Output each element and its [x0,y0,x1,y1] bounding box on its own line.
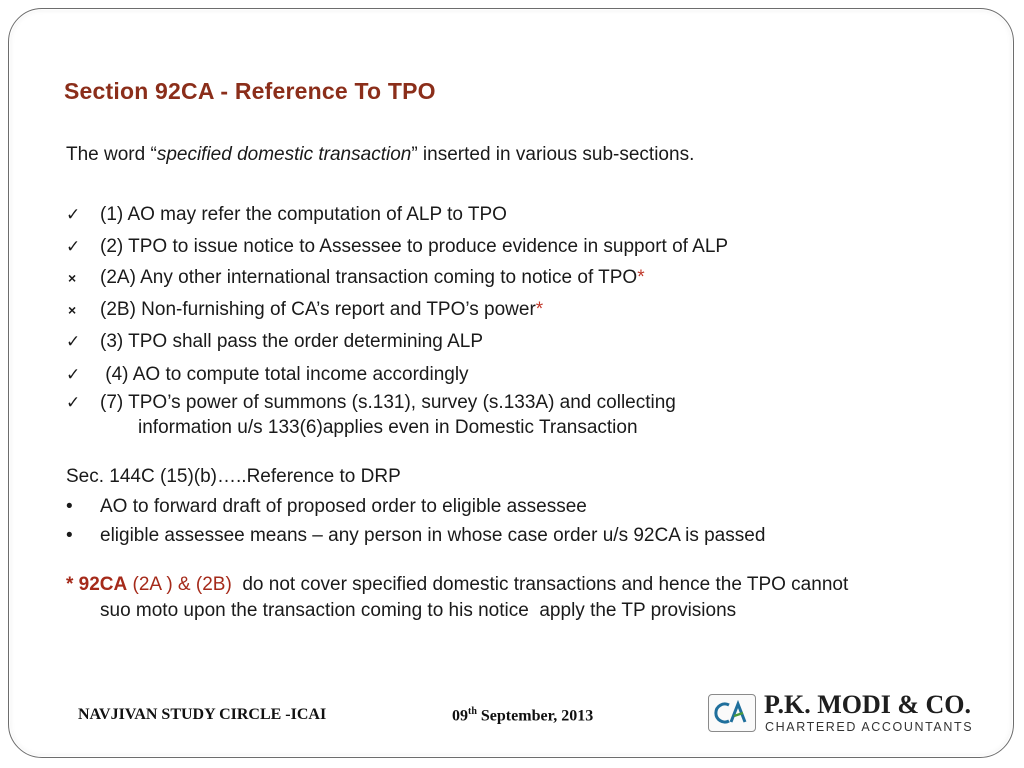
list-item [66,267,645,289]
list-item-continuation: information u/s 133(6)applies even in Domestic Transaction [138,417,638,438]
drp-heading: Sec. 144C (15)(b)…..Reference to DRP [66,466,401,487]
footer-organizer: NAVJIVAN STUDY CIRCLE -ICAI [78,706,327,723]
list-item-text: (2B) Non-furnishing of CA’s report and TPO’s power [100,299,536,320]
ca-logo-icon [708,694,756,732]
intro-line [66,144,694,166]
slide-title: Section 92CA - Reference To TPO [64,78,436,104]
footnote-red-part: (2A ) & (2B) [127,574,232,595]
bullet-icon: • [66,496,73,517]
list-item [66,392,676,414]
ca-logo-mark [709,695,755,731]
footnote-text: do not cover specified domestic transactions and hence the TPO cannot [231,574,849,595]
cross-icon: × [68,270,77,286]
cross-icon: × [68,302,77,318]
asterisk-note: * [535,299,544,320]
checkmark-icon: ✓ [66,393,81,412]
intro-before: The word “ [66,144,157,165]
footnote-prefix: * 92CA [66,574,128,595]
checkmark-icon: ✓ [66,365,81,384]
checkmark-icon: ✓ [66,332,81,351]
list-item-text: (1) AO may refer the computation of ALP to TPO [100,204,507,225]
list-item [66,364,469,386]
list-item [66,204,507,226]
firm-subtitle: CHARTERED ACCOUNTANTS [765,720,974,734]
footer-date-rest: September, 2013 [476,707,594,725]
bullet-text: AO to forward draft of proposed order to eligible assessee [100,496,587,517]
asterisk-note: * [637,267,645,288]
list-item-text: (2) TPO to issue notice to Assessee to produce evidence in support of ALP [100,236,729,257]
bullet-item [66,496,587,518]
list-item-text: (7) TPO’s power of summons (s.131), survey (s.133A) and collecting [100,392,676,413]
list-item [66,236,728,258]
list-item-text: (2A) Any other international transaction coming to notice of TPO [100,267,638,288]
list-item [66,331,483,353]
list-item-text: (4) AO to compute total income accordingly [100,364,469,385]
footer-date-suffix: th [468,706,477,717]
footnote-line-1 [66,574,848,596]
footnote-line-2: suo moto upon the transaction coming to his notice apply the TP provisions [100,600,737,621]
list-item-text: (3) TPO shall pass the order determining ALP [100,331,484,352]
bullet-text: eligible assessee means – any person in whose case order u/s 92CA is passed [100,525,766,546]
firm-name: P.K. MODI & CO. [764,690,972,719]
bullet-item [66,525,765,547]
checkmark-icon: ✓ [66,237,81,256]
checkmark-icon: ✓ [66,205,81,224]
bullet-icon: • [66,525,73,546]
intro-after: ” inserted in various sub-sections. [411,144,695,165]
list-item [66,299,543,321]
footer-date [452,706,593,725]
logo-mark-text: CA [732,729,734,730]
footer-date-day: 09 [452,707,468,725]
intro-italic: specified domestic transaction [156,144,412,165]
